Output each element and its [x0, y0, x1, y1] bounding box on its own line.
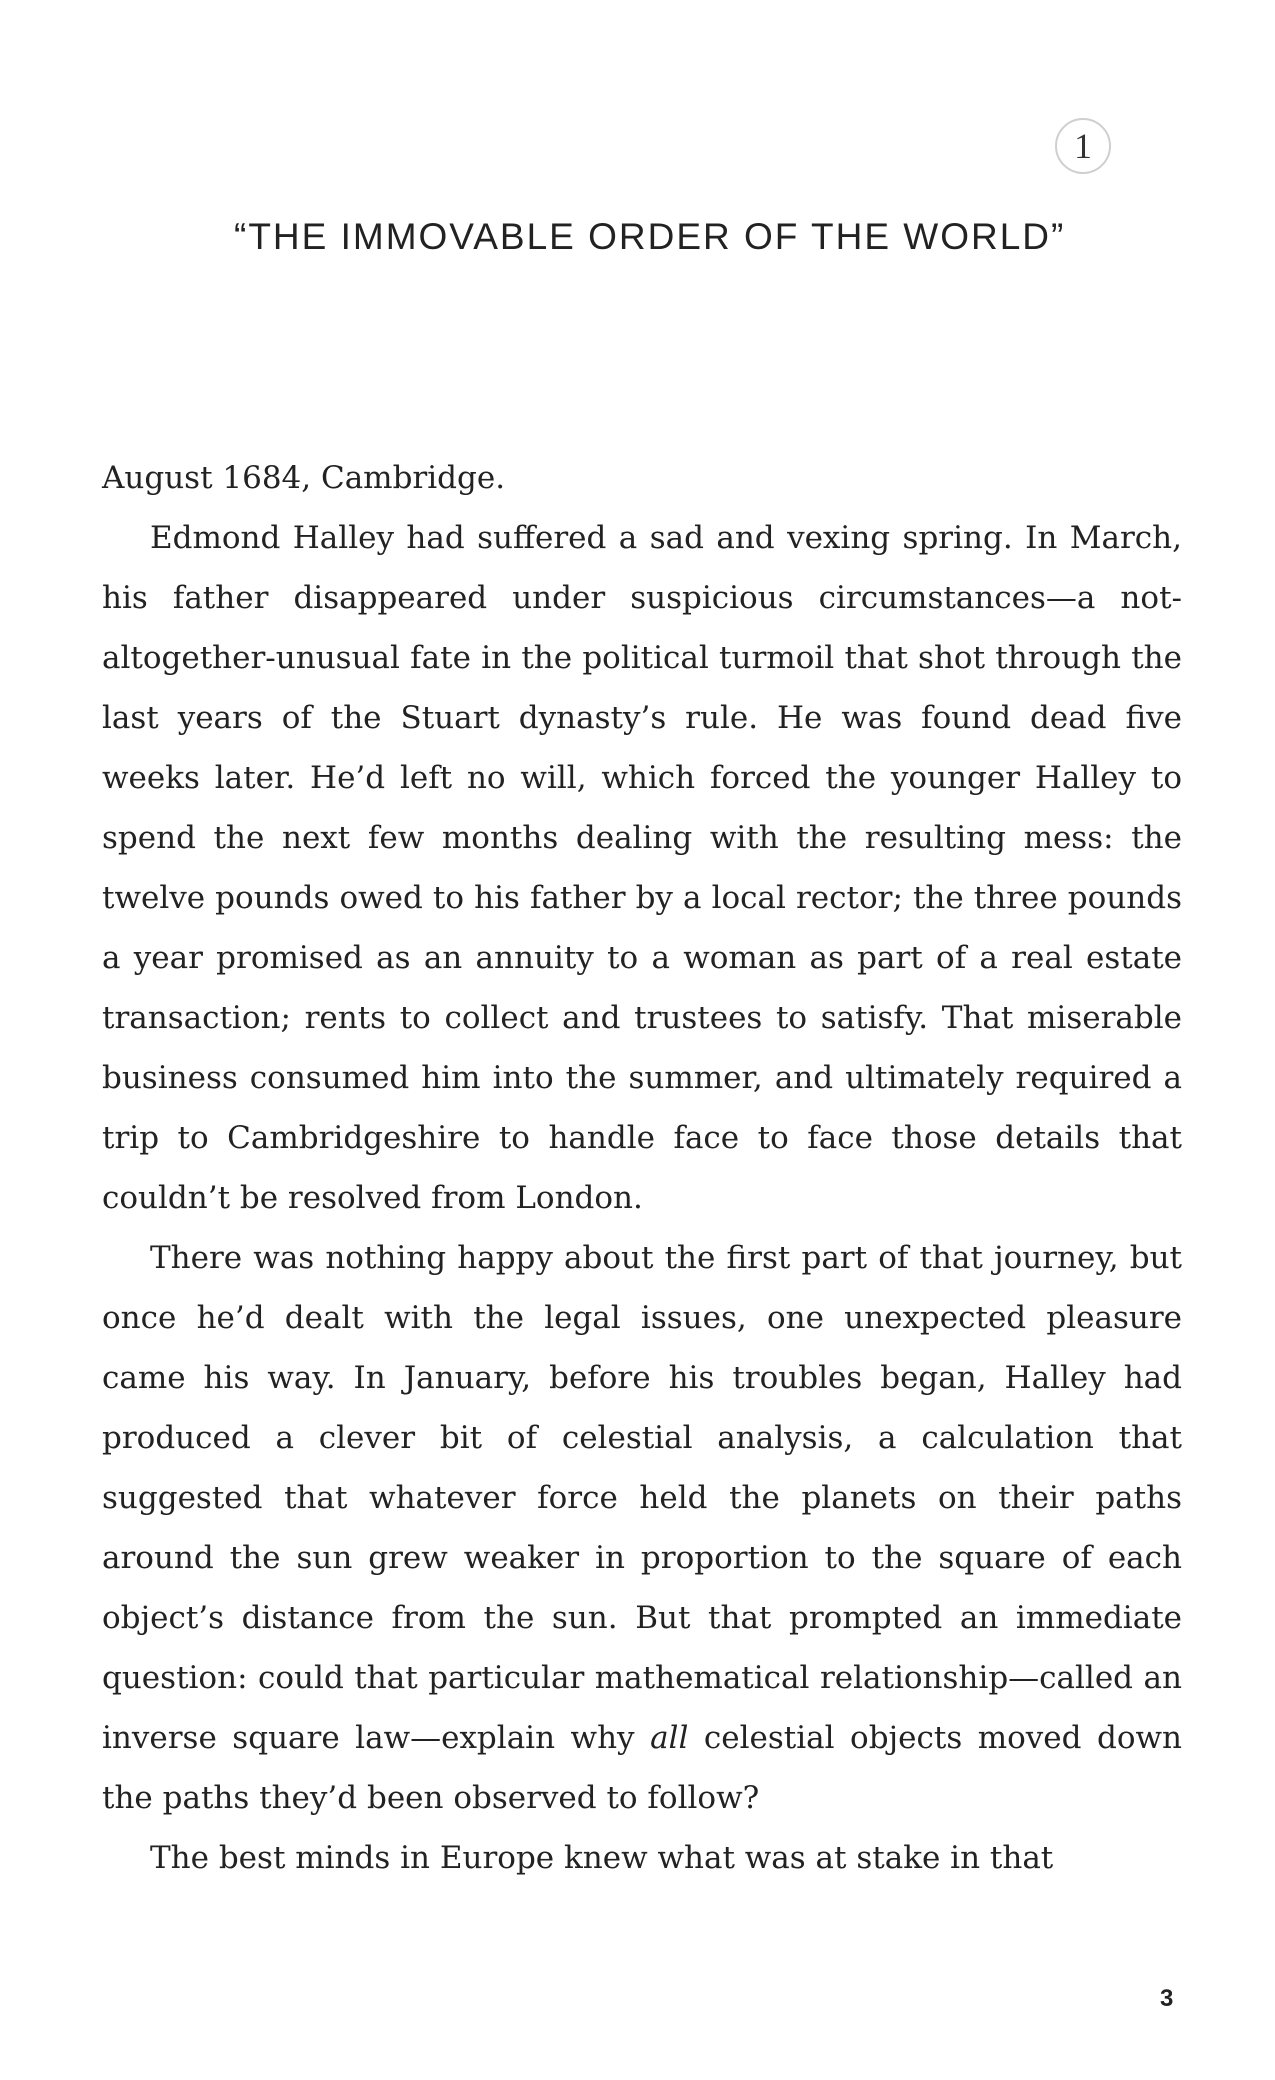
body-text: [102, 448, 1182, 1888]
page-number: 3: [1160, 1985, 1174, 2012]
paragraph-3: The best minds in Europe knew what was at stake in that: [150, 1840, 1054, 1876]
paragraph-1: Edmond Halley had suffered a sad and vexing spring. In March, his father disappeared under suspicious circumstances—a not-altogether-unusual fate in the political turmoil that shot through the last years of the Stuart dynasty’s rule. He was found dead five weeks later. He’d left no will, which forced the younger Halley to spend the next few months dealing with the resulting mess: the twelve pounds owed to his father by a local rector; the three pounds a year promised as an annuity to a woman as part of a real estate transaction; rents to collect and trustees to satisfy. That miserable business consumed him into the summer, and ultimately required a trip to Cambridgeshire to handle face to face those details that couldn’t be resolved from London.: [102, 520, 1182, 1216]
chapter-title: “THE IMMOVABLE ORDER OF THE WORLD”: [234, 216, 1066, 257]
paragraph-2: [102, 1228, 1182, 1828]
paragraph-2-text-b: celestial objects moved down the paths they’d been observed to follow?: [102, 1720, 1182, 1816]
paragraph-2-italic: all: [650, 1720, 689, 1756]
dateline: August 1684, Cambridge.: [102, 460, 506, 496]
paragraph-2-text-a: There was nothing happy about the first part of that journey, but once he’d dealt with the legal issues, one unexpected pleasure came his way. In January, before his troubles began, Halley had produced a clever bit of celestial analysis, a calculation that suggested that whatever force held the planets on their paths around the sun grew weaker in proportion to the square of each object’s distance from the sun. But that prompted an immediate question: could that particular mathematical relationship—called an inverse square law—explain why: [102, 1240, 1182, 1756]
chapter-number: 1: [1055, 118, 1111, 174]
